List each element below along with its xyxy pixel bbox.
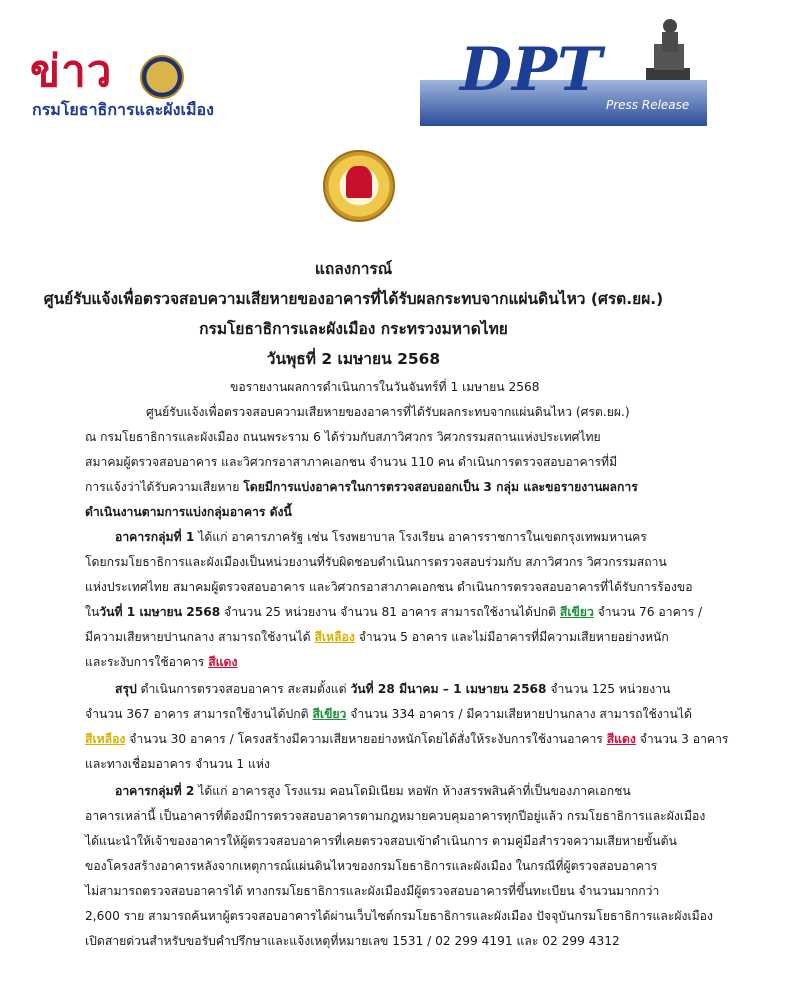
- text-span: มีความเสียหายปานกลาง สามารถใช้งานได้: [85, 630, 315, 644]
- yellow-status: สีเหลือง: [314, 630, 355, 644]
- red-status: สีแดง: [606, 732, 636, 746]
- summary-label: สรุป: [115, 682, 137, 696]
- ministry-title: กรมโยธาธิการและผังเมือง กระทรวงมหาดไทย: [199, 320, 508, 338]
- group1-line: [85, 603, 703, 622]
- group2-label: อาคารกลุ่มที่ 2: [115, 784, 195, 798]
- green-status: สีเขียว: [312, 707, 347, 721]
- press-header: [0, 0, 707, 130]
- text-span: จำนวน 125 หน่วยงาน: [546, 682, 671, 696]
- text-span: จำนวน 25 หน่วยงาน จำนวน 81 อาคาร สามารถใช้งานได้ปกติ: [220, 605, 560, 619]
- department-seal-icon: [140, 55, 184, 99]
- summary-line: [85, 705, 692, 724]
- group1-label: อาคารกลุ่มที่ 1: [115, 530, 195, 544]
- press-release-label: Press Release: [606, 98, 690, 112]
- red-status: สีแดง: [208, 655, 238, 669]
- announcement-heading: แถลงการณ์: [314, 260, 393, 278]
- bold-span: โดยมีการแบ่งอาคารในการตรวจสอบออกเป็น 3 กลุ่ม และขอรายงานผลการ: [243, 480, 638, 494]
- summary-line: [85, 730, 729, 749]
- text-span: ใน: [85, 605, 100, 619]
- statue-icon: [640, 14, 696, 82]
- dpt-logo-text: DPT: [460, 35, 602, 105]
- intro-line: สมาคมผู้ตรวจสอบอาคาร และวิศวกรอาสาภาคเอกชน จำนวน 110 คน ดำเนินการตรวจสอบอาคารที่มี: [85, 455, 618, 469]
- group1-line: [115, 528, 691, 547]
- text-span: ดำเนินการตรวจสอบอาคาร สะสมตั้งแต่: [136, 682, 351, 696]
- text-span: การแจ้งว่าได้รับความเสียหาย: [85, 480, 244, 494]
- group2-line: ของโครงสร้างอาคารหลังจากเหตุการณ์แผ่นดินไหวของกรมโยธาธิการและผังเมือง ในกรณีที่ผู้ตรวจสอบอาคาร: [85, 859, 658, 873]
- center-title: ศูนย์รับแจ้งเพื่อตรวจสอบความเสียหายของอาคารที่ได้รับผลกระทบจากแผ่นดินไหว (ศรต.ยผ.): [43, 290, 664, 308]
- green-status: สีเขียว: [559, 605, 594, 619]
- text-span: ได้แก่ อาคารภาครัฐ เช่น โรงพยาบาล โรงเรียน อาคารราชการในเขตกรุงเทพมหานคร: [194, 530, 647, 544]
- text-span: จำนวน 367 อาคาร สามารถใช้งานได้ปกติ: [85, 707, 313, 721]
- text-span: ได้แก่ อาคารสูง โรงแรม คอนโดมิเนียม หอพัก ห้างสรรพสินค้าที่เป็นของภาคเอกชน: [194, 784, 631, 798]
- group1-line: [85, 653, 661, 672]
- group1-line: [85, 628, 669, 647]
- yellow-status: สีเหลือง: [85, 732, 126, 746]
- text-span: จำนวน 76 อาคาร /: [593, 605, 703, 619]
- text-span: และระงับการใช้อาคาร: [85, 655, 209, 669]
- text-span: จำนวน 5 อาคาร และไม่มีอาคารที่มีความเสียหายอย่างหนัก: [354, 630, 669, 644]
- bold-span: วันที่ 28 มีนาคม – 1 เมษายน 2568: [350, 682, 547, 696]
- group1-line: โดยกรมโยธาธิการและผังเมืองเป็นหน่วยงานที่รับผิดชอบดำเนินการตรวจสอบร่วมกับ สภาวิศวกร วิศวกรรมสถาน: [85, 555, 667, 569]
- bold-span: วันที่ 1 เมษายน 2568: [99, 605, 221, 619]
- intro-line: [85, 478, 661, 497]
- group2-line: ได้แนะนำให้เจ้าของอาคารให้ผู้ตรวจสอบอาคารที่เคยตรวจสอบเข้าดำเนินการ ตามคู่มือสำรวจความเสียหายขั้นต้น: [85, 834, 677, 848]
- summary-line: และทางเชื่อมอาคาร จำนวน 1 แห่ง: [85, 757, 270, 771]
- group2-line: อาคารเหล่านี้ เป็นอาคารที่ต้องมีการตรวจสอบอาคารตามกฎหมายควบคุมอาคารทุกปีอยู่แล้ว กรมโยธาธิการและผังเมือง: [85, 809, 706, 823]
- department-name: กรมโยธาธิการและผังเมือง: [32, 100, 214, 119]
- ministry-seal-icon: [323, 150, 395, 222]
- group2-line: ไม่สามารถตรวจสอบอาคารได้ ทางกรมโยธาธิการและผังเมืองมีผู้ตรวจสอบอาคารที่ขึ้นทะเบียน จำนวนมากกว่า: [85, 884, 660, 898]
- group1-line: แห่งประเทศไทย สมาคมผู้ตรวจสอบอาคาร และวิศวกรอาสาภาคเอกชน ดำเนินการตรวจสอบอาคารที่ได้รับการร้องขอ: [85, 580, 693, 594]
- summary-line: [115, 680, 691, 699]
- text-span: จำนวน 30 อาคาร / โครงสร้างมีความเสียหายอย่างหนักโดยได้สั่งให้ระงับการใช้งานอาคาร: [125, 732, 607, 746]
- seal-emblem-icon: [346, 166, 372, 198]
- date-title: วันพุธที่ 2 เมษายน 2568: [266, 350, 441, 368]
- text-span: จำนวน 334 อาคาร / มีความเสียหายปานกลาง สามารถใช้งานได้: [346, 707, 692, 721]
- report-date-line: ขอรายงานผลการดำเนินการในวันจันทร์ที่ 1 เมษายน 2568: [230, 380, 540, 394]
- text-span: จำนวน 3 อาคาร: [635, 732, 729, 746]
- intro-line: ณ กรมโยธาธิการและผังเมือง ถนนพระราม 6 ได้ร่วมกับสภาวิศวกร วิศวกรรมสถานแห่งประเทศไทย: [85, 430, 601, 444]
- group2-line: เปิดสายด่วนสำหรับขอรับคำปรึกษาและแจ้งเหตุที่หมายเลข 1531 / 02 299 4191 และ 02 299 4312: [85, 934, 620, 948]
- group2-line: [115, 782, 691, 801]
- group2-line: 2,600 ราย สามารถค้นหาผู้ตรวจสอบอาคารได้ผ่านเว็บไซต์กรมโยธาธิการและผังเมือง ปัจจุบันกรมโยธาธิการและผังเมือง: [85, 909, 713, 923]
- intro-line: ศูนย์รับแจ้งเพื่อตรวจสอบความเสียหายของอาคารที่ได้รับผลกระทบจากแผ่นดินไหว (ศรต.ยผ.): [146, 405, 630, 419]
- intro-line: ดำเนินงานตามการแบ่งกลุ่มอาคาร ดังนี้: [85, 505, 292, 519]
- khao-logo-text: ข่าว: [30, 46, 113, 97]
